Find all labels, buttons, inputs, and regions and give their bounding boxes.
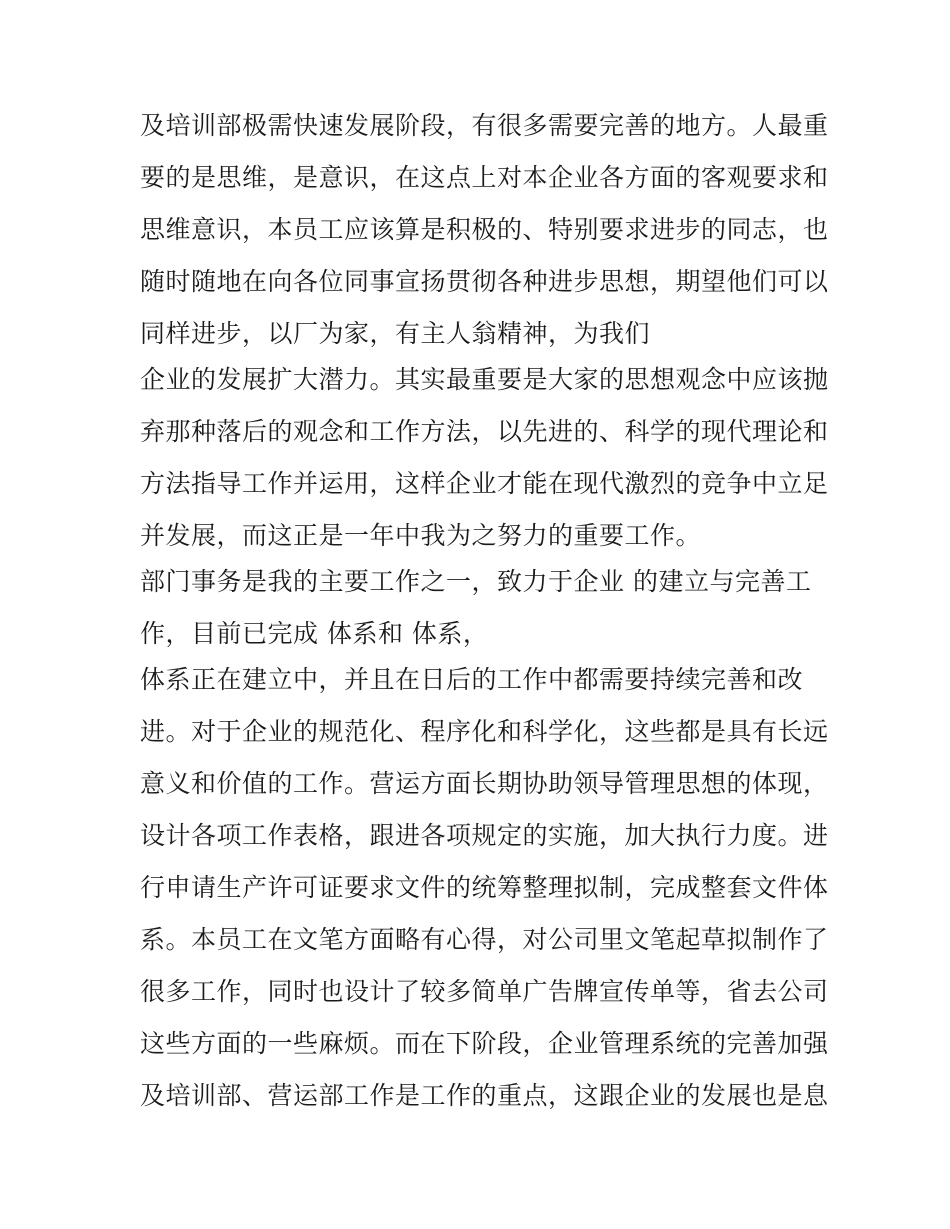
text-line: 意义和价值的工作。营运方面长期协助领导管理思想的体现， [140, 769, 829, 798]
text-line: 设计各项工作表格，跟进各项规定的实施，加大执行力度。进 [140, 821, 829, 850]
text-line: 并发展，而这正是一年中我为之努力的重要工作。 [140, 521, 702, 550]
text-line: 行申请生产许可证要求文件的统筹整理拟制，完成整套文件体 [140, 873, 829, 902]
text-line: 体系正在建立中，并且在日后的工作中都需要持续完善和改 [140, 665, 804, 694]
text-line: 进。对于企业的规范化、程序化和科学化，这些都是具有长远 [140, 717, 829, 746]
text-line: 及培训部极需快速发展阶段，有很多需要完善的地方。人最重 [140, 111, 829, 140]
text-line: 随时随地在向各位同事宣扬贯彻各种进步思想，期望他们可以 [140, 267, 829, 296]
text-line: 部门事务是我的主要工作之一，致力于企业 的建立与完善工 [140, 567, 812, 596]
text-line: 及培训部、营运部工作是工作的重点，这跟企业的发展也是息 [140, 1081, 829, 1110]
text-line: 要的是思维，是意识，在这点上对本企业各方面的客观要求和 [140, 163, 829, 192]
text-line: 系。本员工在文笔方面略有心得，对公司里文笔起草拟制作了 [140, 925, 829, 954]
body-text [140, 100, 829, 1122]
text-line: 作，目前已完成 体系和 体系， [140, 619, 489, 648]
text-line: 思维意识，本员工应该算是积极的、特别要求进步的同志，也 [140, 215, 829, 244]
text-line: 同样进步，以厂为家，有主人翁精神，为我们 [140, 319, 651, 348]
text-line: 弃那种落后的观念和工作方法，以先进的、科学的现代理论和 [140, 417, 829, 446]
text-line: 企业的发展扩大潜力。其实最重要是大家的思想观念中应该抛 [140, 365, 829, 394]
text-line: 这些方面的一些麻烦。而在下阶段，企业管理系统的完善加强 [140, 1029, 829, 1058]
text-line: 方法指导工作并运用，这样企业才能在现代激烈的竞争中立足 [140, 469, 829, 498]
text-line: 很多工作，同时也设计了较多简单广告牌宣传单等，省去公司 [140, 977, 829, 1006]
